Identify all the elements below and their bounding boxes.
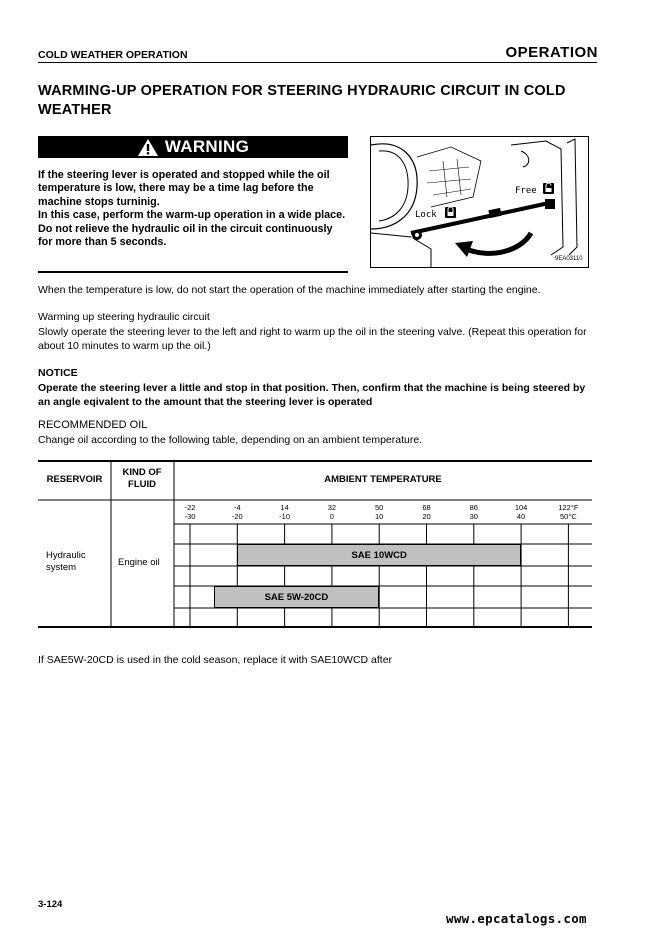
recommended-oil-section (38, 418, 600, 447)
temperature-tick (270, 503, 300, 521)
warning-banner (38, 136, 348, 158)
tick-celsius: -10 (279, 512, 291, 521)
notice-text: Operate the steering lever a little and stop in that position. Then, confirm that the machine is being steered by an angle eqivalent to the amount that the steering lever is operated (38, 381, 586, 408)
page-title: WARMING-UP OPERATION FOR STEERING HYDRAURIC CIRCUIT IN COLD WEATHER (38, 83, 566, 118)
tick-fahrenheit: -4 (233, 503, 241, 512)
intro-paragraph: When the temperature is low, do not start the operation of the machine immediately after starting the engine. (38, 284, 541, 296)
tick-celsius: -30 (184, 512, 196, 521)
tick-fahrenheit: 86 (469, 503, 478, 512)
oil-range-bar: SAE 10WCD (237, 544, 521, 566)
tick-fahrenheit: -22 (184, 503, 196, 512)
tick-celsius: 50°C (560, 512, 577, 521)
warning-line-2: In this case, perform the warm-up operation in a wide place. (38, 209, 346, 222)
temperature-tick (459, 503, 489, 521)
tick-fahrenheit: 68 (422, 503, 431, 512)
temperature-tick (175, 503, 205, 521)
steering-lever-figure (370, 136, 589, 268)
section-title: COLD WEATHER OPERATION (38, 49, 188, 61)
tick-celsius: -20 (231, 512, 243, 521)
temperature-tick (364, 503, 394, 521)
temperature-tick (553, 503, 583, 521)
warmup-text: Slowly operate the steering lever to the left and right to warm up the oil in the steering valve. (Repeat this operation for about 10 minutes to warm up the oil.) (38, 325, 587, 352)
recommended-text: Change oil according to the following table, depending on an ambient temperature. (38, 433, 423, 446)
warning-line-3: Do not relieve the hydraulic oil in the circuit continuously for more than 5 seconds. (38, 222, 333, 249)
notice-heading: NOTICE (38, 367, 78, 379)
lock-label: Lock (415, 210, 437, 220)
warning-divider (38, 271, 348, 273)
tick-celsius: 0 (329, 512, 334, 521)
steering-lever-illustration (371, 137, 588, 267)
tick-celsius: 30 (469, 512, 478, 521)
page-number: 3-124 (38, 899, 63, 910)
tick-fahrenheit: 104 (514, 503, 528, 512)
header-kind-of-fluid: KIND OF FLUID (122, 467, 162, 490)
tick-fahrenheit: 122°F (558, 503, 579, 512)
warmup-section (38, 310, 600, 354)
temperature-tick (222, 503, 252, 521)
temperature-tick (506, 503, 536, 521)
tick-fahrenheit: 50 (375, 503, 384, 512)
temperature-tick (317, 503, 347, 521)
warning-line-1: If the steering lever is operated and stopped while the oil temperature is low, there may be a time lag before the machine stops turninig. (38, 169, 330, 208)
oil-range-bar: SAE 5W-20CD (214, 586, 380, 608)
tick-fahrenheit: 32 (327, 503, 337, 512)
temperature-tick (412, 503, 442, 521)
warmup-heading: Warming up steering hydraulic circuit (38, 311, 210, 323)
recommended-oil-table (38, 460, 592, 628)
footer-note: If SAE5W-20CD is used in the cold season, replace it with SAE10WCD after (38, 654, 393, 666)
header-divider (38, 62, 597, 63)
notice-section (38, 366, 600, 410)
recommended-heading: RECOMMENDED OIL (38, 419, 148, 431)
fluid-cell: Engine oil (118, 557, 160, 568)
tick-celsius: 40 (516, 512, 526, 521)
chapter-title: OPERATION (505, 44, 598, 61)
warning-text (38, 169, 346, 249)
reservoir-cell: Hydraulic system (46, 550, 86, 573)
tick-celsius: 10 (375, 512, 384, 521)
tick-fahrenheit: 14 (280, 503, 289, 512)
warning-label: WARNING (164, 137, 250, 156)
free-label: Free (515, 186, 537, 196)
header-reservoir: RESERVOIR (46, 474, 103, 485)
warning-triangle-icon (137, 138, 159, 157)
tick-celsius: 20 (422, 512, 431, 521)
header-ambient-temperature: AMBIENT TEMPERATURE (324, 474, 442, 485)
figure-code: 9EA03110 (555, 256, 583, 262)
website-watermark: www.epcatalogs.com (446, 911, 587, 926)
